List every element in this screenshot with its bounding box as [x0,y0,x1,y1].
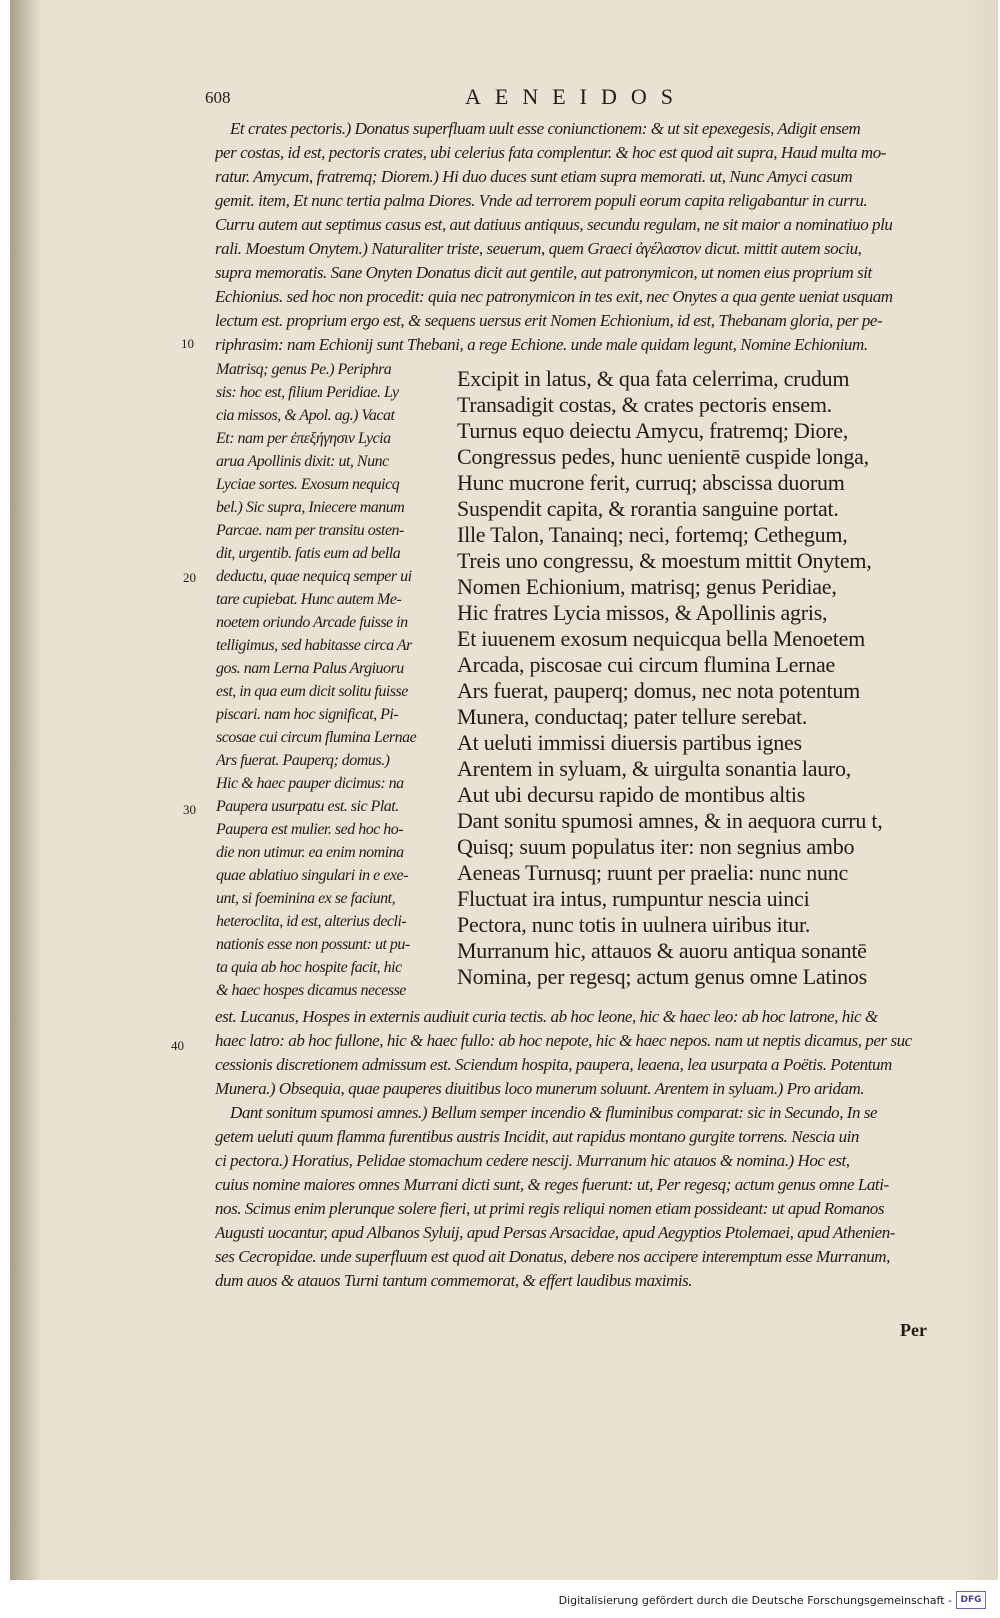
side-commentary-line: deductu, quae nequicq semper ui [216,568,412,585]
verse-line: Et iuuenem exosum nequicqua bella Menoetem [457,626,865,651]
commentary-line: Curru autem aut septimus casus est, aut datiuus antiquus, secundu regulam, ne sit maior a nominatiuo plu [215,215,893,234]
verse-line: Aeneas Turnusq; ruunt per praelia: nunc nunc [457,860,849,885]
side-commentary-line: & haec hospes dicamus necesse [216,982,406,999]
side-commentary-line: quae ablatiuo singulari in e exe- [216,867,408,884]
catchword: Per [900,1320,927,1340]
line-number: 20 [183,570,196,585]
side-commentary-line: Parcae. nam per transitu osten- [216,522,404,539]
side-commentary-line: gos. nam Lerna Palus Argiuoru [216,660,404,677]
side-commentary-line: unt, si foeminina ex se faciunt, [216,890,396,907]
side-commentary-line: ta quia ab hoc hospite facit, hic [216,959,402,976]
side-commentary-line: Ars fuerat. Pauperq; domus.) [216,752,390,769]
verse-line: Munera, conductaq; pater tellure serebat. [457,704,808,729]
funding-notice: Digitalisierung gefördert durch die Deutsche Forschungsgemeinschaft - [558,1594,952,1607]
commentary-line: Augusti uocantur, apud Albanos Syluij, apud Persas Arsacidae, apud Aegyptios Ptolemaei, apud Athenien- [215,1223,896,1242]
commentary-line: Echionius. sed hoc non procedit: quia nec patronymicon in tes exit, nec Onytes a qua gente ueniat usquam [215,287,893,306]
verse-line: Arcada, piscosae cui circum flumina Lernae [457,652,835,677]
side-commentary-line: sis: hoc est, filium Peridiae. Ly [216,384,399,401]
book-page [10,0,998,1580]
verse-line: Ars fuerat, pauperq; domus, nec nota potentum [457,678,860,703]
verse-line: Dant sonitu spumosi amnes, & in aequora curru t, [457,808,883,833]
verse-line: Nomen Echionium, matrisq; genus Peridiae, [457,574,837,599]
side-commentary-line: scosae cui circum flumina Lernae [216,729,417,746]
side-commentary-line: Et: nam per ἐπεξήγησιν Lycia [216,430,391,447]
side-commentary-line: noetem oriundo Arcade fuisse in [216,614,408,631]
commentary-line: Munera.) Obsequia, quae pauperes diuitibus loco munerum soluunt. Arentem in syluam.) Pro aridam. [215,1079,865,1098]
side-commentary-line: telligimus, sed habitasse circa Ar [216,637,412,654]
verse-line: At ueluti immissi diuersis partibus ignes [457,730,802,755]
side-commentary-line: die non utimur. ea enim nomina [216,844,404,861]
line-number: 10 [181,336,194,351]
verse-line: Congressus pedes, hunc uenientē cuspide longa, [457,444,869,469]
side-commentary-line: cia missos, & Apol. ag.) Vacat [216,407,395,424]
side-commentary-line: nationis esse non possunt: ut pu- [216,936,410,953]
side-commentary-line: Paupera usurpatu est. sic Plat. [216,798,399,815]
digitization-footer [0,1580,1000,1618]
page-number: 608 [205,88,231,107]
commentary-line: Et crates pectoris.) Donatus superfluam uult esse coniunctionem: & ut sit epexegesis, Adigit ensem [230,119,861,138]
commentary-line: riphrasim: nam Echionij sunt Thebani, a rege Echione. unde male quidam legunt, Nomine Echionium. [215,335,868,354]
side-commentary-line: tare cupiebat. Hunc autem Me- [216,591,402,608]
commentary-line: rali. Moestum Onytem.) Naturaliter triste, seuerum, quem Graeci ἀγέλαστον dicut. mittit autem sociu, [215,239,862,258]
verse-line: Suspendit capita, & rorantia sanguine portat. [457,496,839,521]
gutter-shadow [10,0,40,1580]
verse-line: Ille Talon, Tanainq; neci, fortemq; Cethegum, [457,522,848,547]
verse-line: Transadigit costas, & crates pectoris ensem. [457,392,832,417]
verse-line: Hunc mucrone ferit, curruq; abscissa duorum [457,470,845,495]
verse-line: Nomina, per regesq; actum genus omne Latinos [457,964,867,989]
page-header [10,84,998,114]
running-title: AENEIDOS [465,84,687,109]
commentary-line: getem ueluti quum flamma furentibus austris Incidit, aut rapidus montano gurgite torrens. Nescia uin [215,1127,859,1146]
commentary-line: ratur. Amycum, fratremq; Diorem.) Hi duo duces sunt etiam supra memorati. ut, Nunc Amyci casum [215,167,853,186]
verse-line: Fluctuat ira intus, rumpuntur nescia uinci [457,886,810,911]
side-commentary-line: Paupera est mulier. sed hoc ho- [216,821,404,838]
commentary-line: gemit. item, Et nunc tertia palma Diores. Vnde ad terrorem populi eorum capita religabantur in curru. [215,191,868,210]
verse-line: Turnus equo deiectu Amycu, fratremq; Diore, [457,418,849,443]
side-commentary-line: Hic & haec pauper dicimus: na [216,775,404,792]
commentary-line: cuius nomine maiores omnes Murrani dicti sunt, & reges fuerunt: ut, Per regesq; actum genus omne Lati- [215,1175,889,1194]
side-commentary-line: heteroclita, id est, alterius decli- [216,913,407,930]
verse-line: Murranum hic, attauos & auoru antiqua sonantē [457,938,867,963]
side-commentary-line: dit, urgentib. fatis eum ad bella [216,545,401,562]
side-commentary-line: Matrisq; genus Pe.) Periphra [216,361,392,378]
commentary-line: est. Lucanus, Hospes in externis audiuit curia tectis. ab hoc leone, hic & haec leo: ab hoc latrone, hic & [215,1007,878,1026]
verse-line: Arentem in syluam, & uirgulta sonantia lauro, [457,756,852,781]
side-commentary-line: est, in qua eum dicit solitu fuisse [216,683,408,700]
verse-line: Treis uno congressu, & moestum mittit Onytem, [457,548,872,573]
dfg-logo: DFG [956,1591,986,1609]
commentary-line: supra memoratis. Sane Onyten Donatus dicit aut gentile, aut patronymicon, ut nomen eius proprium sit [215,263,872,282]
side-commentary-line: bel.) Sic supra, Iniecere manum [216,499,405,516]
commentary-line: nos. Scimus enim plerunque solere fieri, ut primi regis reliqui nomen etiam possideant: ut apud Romanos [215,1199,885,1218]
commentary-line: haec latro: ab hoc fullone, hic & haec fullo: ab hoc nepote, hic & haec nepos. nam ut neptis dicamus, per suc [215,1031,912,1050]
line-number: 40 [171,1038,184,1053]
commentary-line: ci pectora.) Horatius, Pelidae stomachum cedere nescij. Murranum hic atauos & nomina.) Hoc est, [215,1151,850,1170]
line-number: 30 [183,802,196,817]
commentary-line: dum auos & atauos Turni tantum commemorat, & effert laudibus maximis. [215,1271,693,1290]
commentary-line: cessionis discretionem admissum est. Sciendum hospita, paupera, leaena, lea usurpata a Poëtis. Potentum [215,1055,892,1074]
verse-line: Hic fratres Lycia missos, & Apollinis agris, [457,600,828,625]
verse-line: Pectora, nunc totis in uulnera uiribus itur. [457,912,811,937]
verse-line: Aut ubi decursu rapido de montibus altis [457,782,806,807]
verse-line: Excipit in latus, & qua fata celerrima, crudum [457,366,850,391]
commentary-line: ses Cecropidae. unde superfluum est quod ait Donatus, debere nos accipere interemptum esse Murranum, [215,1247,890,1266]
verse-line: Quisq; suum populatus iter: non segnius ambo [457,834,855,859]
commentary-line: Dant sonitum spumosi amnes.) Bellum semper incendio & fluminibus comparat: sic in Secundo, In se [230,1103,878,1122]
commentary-line: lectum est. proprium ergo est, & sequens uersus erit Nomen Echionium, id est, Thebanam gloria, per pe- [215,311,883,330]
side-commentary-line: piscari. nam hoc significat, Pi- [216,706,399,723]
commentary-line: per costas, id est, pectoris crates, ubi celerius fata complentur. & hoc est quod ait supra, Haud multa mo- [215,143,886,162]
side-commentary-line: arua Apollinis dixit: ut, Nunc [216,453,389,470]
side-commentary-line: Lyciae sortes. Exosum nequicq [216,476,400,493]
